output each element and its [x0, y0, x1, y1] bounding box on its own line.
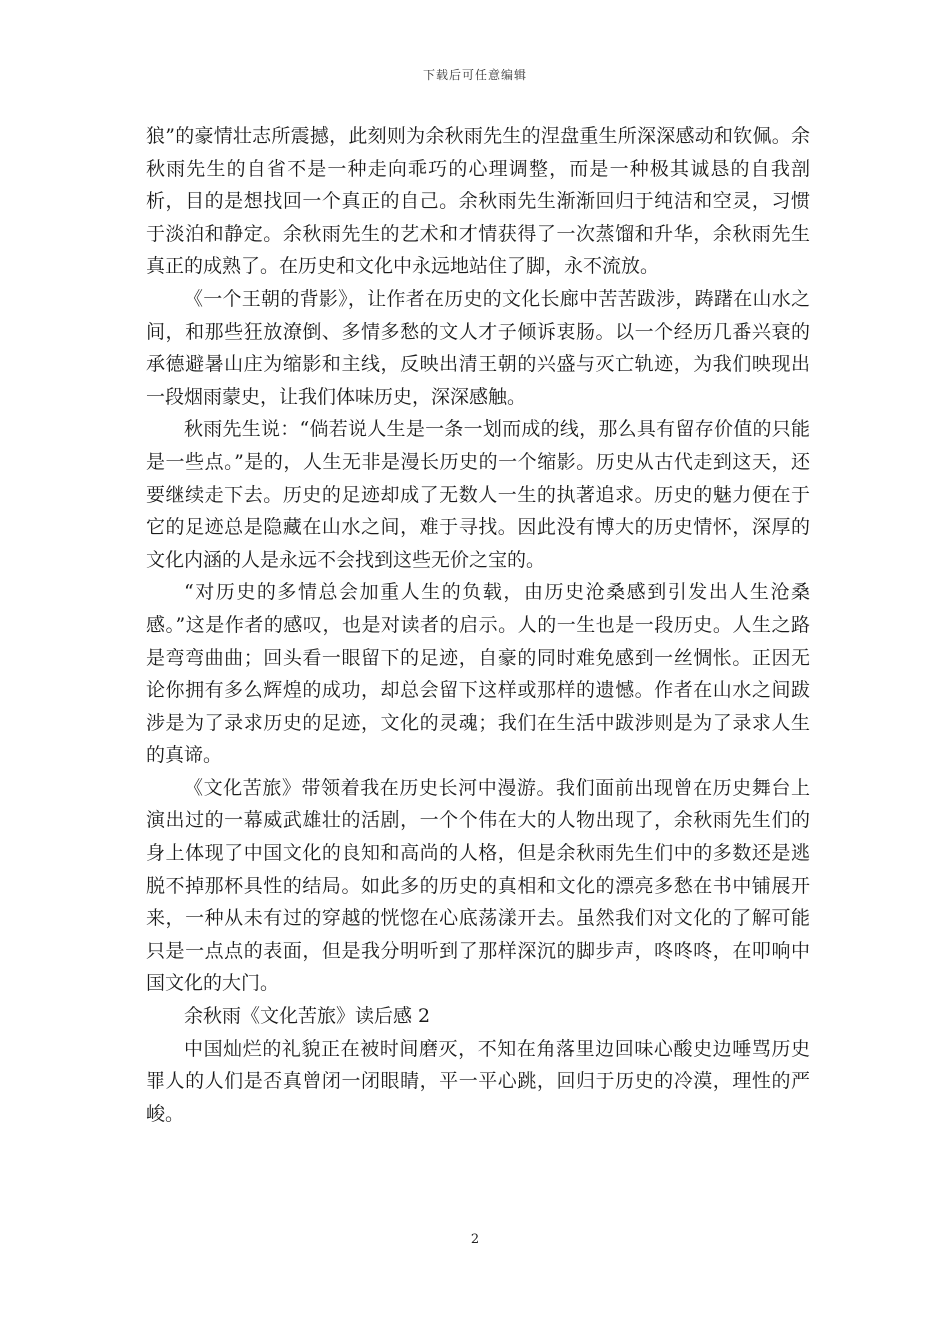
page-header: 下载后可任意编辑: [422, 68, 527, 82]
paragraph-2: 《一个王朝的背影》，让作者在历史的文化长廊中苦苦跋涉，踌躇在山水之间，和那些狂放潦倒、多情多愁的文人才子倾诉衷肠。以一个经历几番兴衰的承德避暑山庄为缩影和主线，反映出清王朝的兴盛与灭亡轨迹，为我们映现出一段烟雨蒙史，让我们体味历史，深深感触。: [146, 287, 810, 408]
paragraph-4: “对历史的多情总会加重人生的负载，由历史沧桑感到引发出人生沧桑感。”这是作者的感叹，也是对读者的启示。人的一生也是一段历史。人生之路是弯弯曲曲；回头看一眼留下的足迹，自豪的同时难免感到一丝惆怅。正因无论你拥有多么辉煌的成功，却总会留下这样或那样的遗憾。作者在山水之间跋涉是为了录求历史的足迹，文化的灵魂；我们在生活中跋涉则是为了录求人生的真谛。: [146, 581, 810, 767]
paragraph-3: 秋雨先生说：“倘若说人生是一条一划而成的线，那么具有留存价值的只能是一些点。”是的，人生无非是漫长历史的一个缩影。历史从古代走到这天，还要继续走下去。历史的足迹却成了无数人一生的执著追求。历史的魅力便在于它的足迹总是隐藏在山水之间，难于寻找。因此没有博大的历史情怀，深厚的文化内涵的人是永远不会找到这些无价之宝的。: [146, 418, 810, 571]
paragraph-5: 《文化苦旅》带领着我在历史长河中漫游。我们面前出现曾在历史舞台上演出过的一幕威武雄壮的活剧，一个个伟在大的人物出现了，余秋雨先生们的身上体现了中国文化的良知和高尚的人格，但是余秋雨先生们中的多数还是逃脱不掉那杯具性的结局。如此多的历史的真相和文化的漂亮多愁在书中铺展开来，一种从未有过的穿越的恍惚在心底荡漾开去。虽然我们对文化的了解可能只是一点点的表面，但是我分明听到了那样深沉的脚步声，咚咚咚，在叩响中国文化的大门。: [146, 776, 810, 995]
section-heading: 余秋雨《文化苦旅》读后感 2: [184, 1005, 431, 1028]
paragraph-1: 狼”的豪情壮志所震撼，此刻则为余秋雨先生的涅盘重生所深深感动和钦佩。余秋雨先生的自省不是一种走向乖巧的心理调整，而是一种极其诚恳的自我剖析，目的是想找回一个真正的自己。余秋雨先生渐渐回归于纯洁和空灵，习惯于淡泊和静定。余秋雨先生的艺术和才情获得了一次蒸馏和升华，余秋雨先生真正的成熟了。在历史和文化中永远地站住了脚，永不流放。: [146, 125, 810, 278]
document-body: [146, 120, 810, 1130]
page-number: 2: [470, 1232, 480, 1247]
paragraph-6: 中国灿烂的礼貌正在被时间磨灭，不知在角落里边回味心酸史边唾骂历史罪人的人们是否真曾闭一闭眼睛，平一平心跳，回归于历史的冷漠，理性的严峻。: [146, 1037, 810, 1125]
